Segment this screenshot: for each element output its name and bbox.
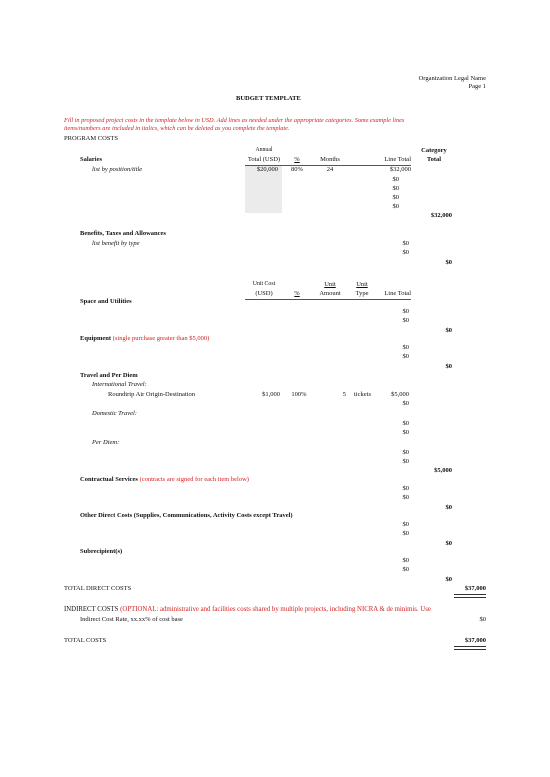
subrecipient-line-total-2: $0	[402, 566, 409, 573]
travel-row-label: Roundtrip Air Origin-Destination	[108, 391, 196, 398]
total-costs-underline	[454, 646, 486, 650]
space-line-total-1: $0	[402, 308, 409, 315]
benefits-row-label: list benefit by type	[92, 240, 140, 247]
category-total-header-line-1: Category	[421, 147, 447, 154]
contractual-line-total-1: $0	[402, 485, 409, 492]
domestic-line-total-1: $0	[402, 420, 409, 427]
equipment-heading	[80, 336, 209, 343]
salary-row-annual: $20,000	[256, 166, 278, 173]
unit-type-header-line-1: Unit	[356, 281, 368, 288]
salary-row-pct: 80%	[291, 166, 303, 173]
contractual-category-total: $0	[445, 504, 452, 511]
benefits-line-total-1: $0	[402, 240, 409, 247]
months-header: Months	[320, 156, 340, 163]
contractual-heading	[80, 477, 249, 484]
organization-name: Organization Legal Name	[418, 75, 486, 82]
unit-cost-header-line-1: Unit Cost	[252, 281, 276, 287]
indirect-rate-label: Indirect Cost Rate, xx.xx% of cost base	[80, 616, 183, 623]
indirect-heading	[64, 607, 431, 614]
salary-blank-total-3: $0	[392, 194, 399, 201]
space-line-total-2: $0	[402, 317, 409, 324]
domestic-line-total-2: $0	[402, 429, 409, 436]
annual-header-line-1: Annual	[255, 147, 273, 153]
equipment-line-total-1: $0	[402, 344, 409, 351]
total-direct-costs-label: TOTAL DIRECT COSTS	[64, 585, 132, 592]
subrecipient-line-total-1: $0	[402, 557, 409, 564]
benefits-category-total: $0	[445, 259, 452, 266]
subrecipient-category-total: $0	[445, 576, 452, 583]
international-travel-label: International Travel:	[92, 381, 147, 388]
unit-amount-header-line-1: Unit	[324, 281, 336, 288]
salaries-title: Salaries	[80, 156, 103, 163]
total-direct-costs-value: $37,000	[464, 585, 486, 592]
other-direct-line-total-1: $0	[402, 521, 409, 528]
travel-title: Travel and Per Diem	[80, 372, 138, 379]
salary-line-total-header: Line Total	[384, 156, 411, 163]
travel-row-type: tickets	[354, 391, 371, 398]
unit-line-total-header: Line Total	[384, 290, 411, 297]
subrecipient-title: Subrecipient(s)	[80, 548, 123, 555]
per-diem-line-total-1: $0	[402, 449, 409, 456]
instructions-line-1: Fill in proposed project costs in the template below in USD. Add lines as needed under the appropriate categories. Some example lines	[64, 117, 405, 124]
total-costs-label: TOTAL COSTS	[64, 637, 107, 644]
salary-row-total: $32,000	[389, 166, 411, 173]
salary-row-months: 24	[326, 166, 334, 173]
other-direct-line-total-2: $0	[402, 530, 409, 537]
benefits-title: Benefits, Taxes and Allowances	[80, 230, 166, 237]
page-number: Page 1	[468, 83, 486, 90]
total-costs-value: $37,000	[464, 637, 486, 644]
per-diem-label: Per Diem:	[92, 439, 120, 446]
unit-amount-header-line-2: Amount	[319, 290, 341, 297]
category-total-header-line-2: Total	[426, 156, 442, 163]
travel-row-total: $5,000	[391, 391, 409, 398]
salary-pct-header: %	[294, 156, 300, 163]
program-costs-label: PROGRAM COSTS	[64, 135, 119, 142]
indirect-costs-note: (OPTIONAL: administrative and facilities costs shared by multiple projects, including NICRA & de minimis. Use	[120, 606, 431, 613]
salaries-category-total: $32,000	[430, 212, 452, 219]
benefits-line-total-2: $0	[402, 249, 409, 256]
unit-cost-header-line-2: (USD)	[255, 290, 273, 297]
unit-header-rule	[245, 299, 411, 300]
travel-row-unit-cost: $1,000	[262, 391, 280, 398]
contractual-title: Contractual Services	[80, 476, 138, 483]
indirect-costs-label: INDIRECT COSTS	[64, 606, 119, 613]
travel-row-pct: 100%	[291, 391, 307, 398]
total-direct-underline	[454, 594, 486, 598]
indirect-rate-value: $0	[479, 616, 486, 623]
contractual-line-total-2: $0	[402, 494, 409, 501]
space-category-total: $0	[445, 327, 452, 334]
travel-intl-blank-total: $0	[402, 400, 409, 407]
contractual-note: (contracts are signed for each item below)	[139, 476, 249, 483]
unit-pct-header: %	[294, 290, 300, 297]
annual-header-line-2: Total (USD)	[247, 156, 281, 163]
equipment-note: (single purchase greater than $5,000)	[112, 335, 210, 342]
unit-type-header-line-2: Type	[355, 290, 369, 297]
salary-blank-total-4: $0	[392, 203, 399, 210]
travel-category-total: $5,000	[434, 467, 452, 474]
instructions-line-2: items/numbers are included in italics, which can be deleted as you complete the template.	[64, 125, 290, 132]
travel-row-amount: 5	[342, 391, 346, 398]
salary-row-label: list by position/title	[92, 166, 143, 173]
other-direct-category-total: $0	[445, 540, 452, 547]
equipment-line-total-2: $0	[402, 353, 409, 360]
document-title: BUDGET TEMPLATE	[236, 95, 301, 102]
salary-blank-total-2: $0	[392, 185, 399, 192]
other-direct-title: Other Direct Costs (Supplies, Communications, Activity Costs except Travel)	[80, 512, 293, 519]
equipment-category-total: $0	[445, 363, 452, 370]
space-title: Space and Utilities	[80, 298, 132, 305]
salary-blank-total-1: $0	[392, 176, 399, 183]
equipment-title: Equipment	[80, 335, 112, 342]
per-diem-line-total-2: $0	[402, 458, 409, 465]
domestic-travel-label: Domestic Travel:	[92, 410, 137, 417]
